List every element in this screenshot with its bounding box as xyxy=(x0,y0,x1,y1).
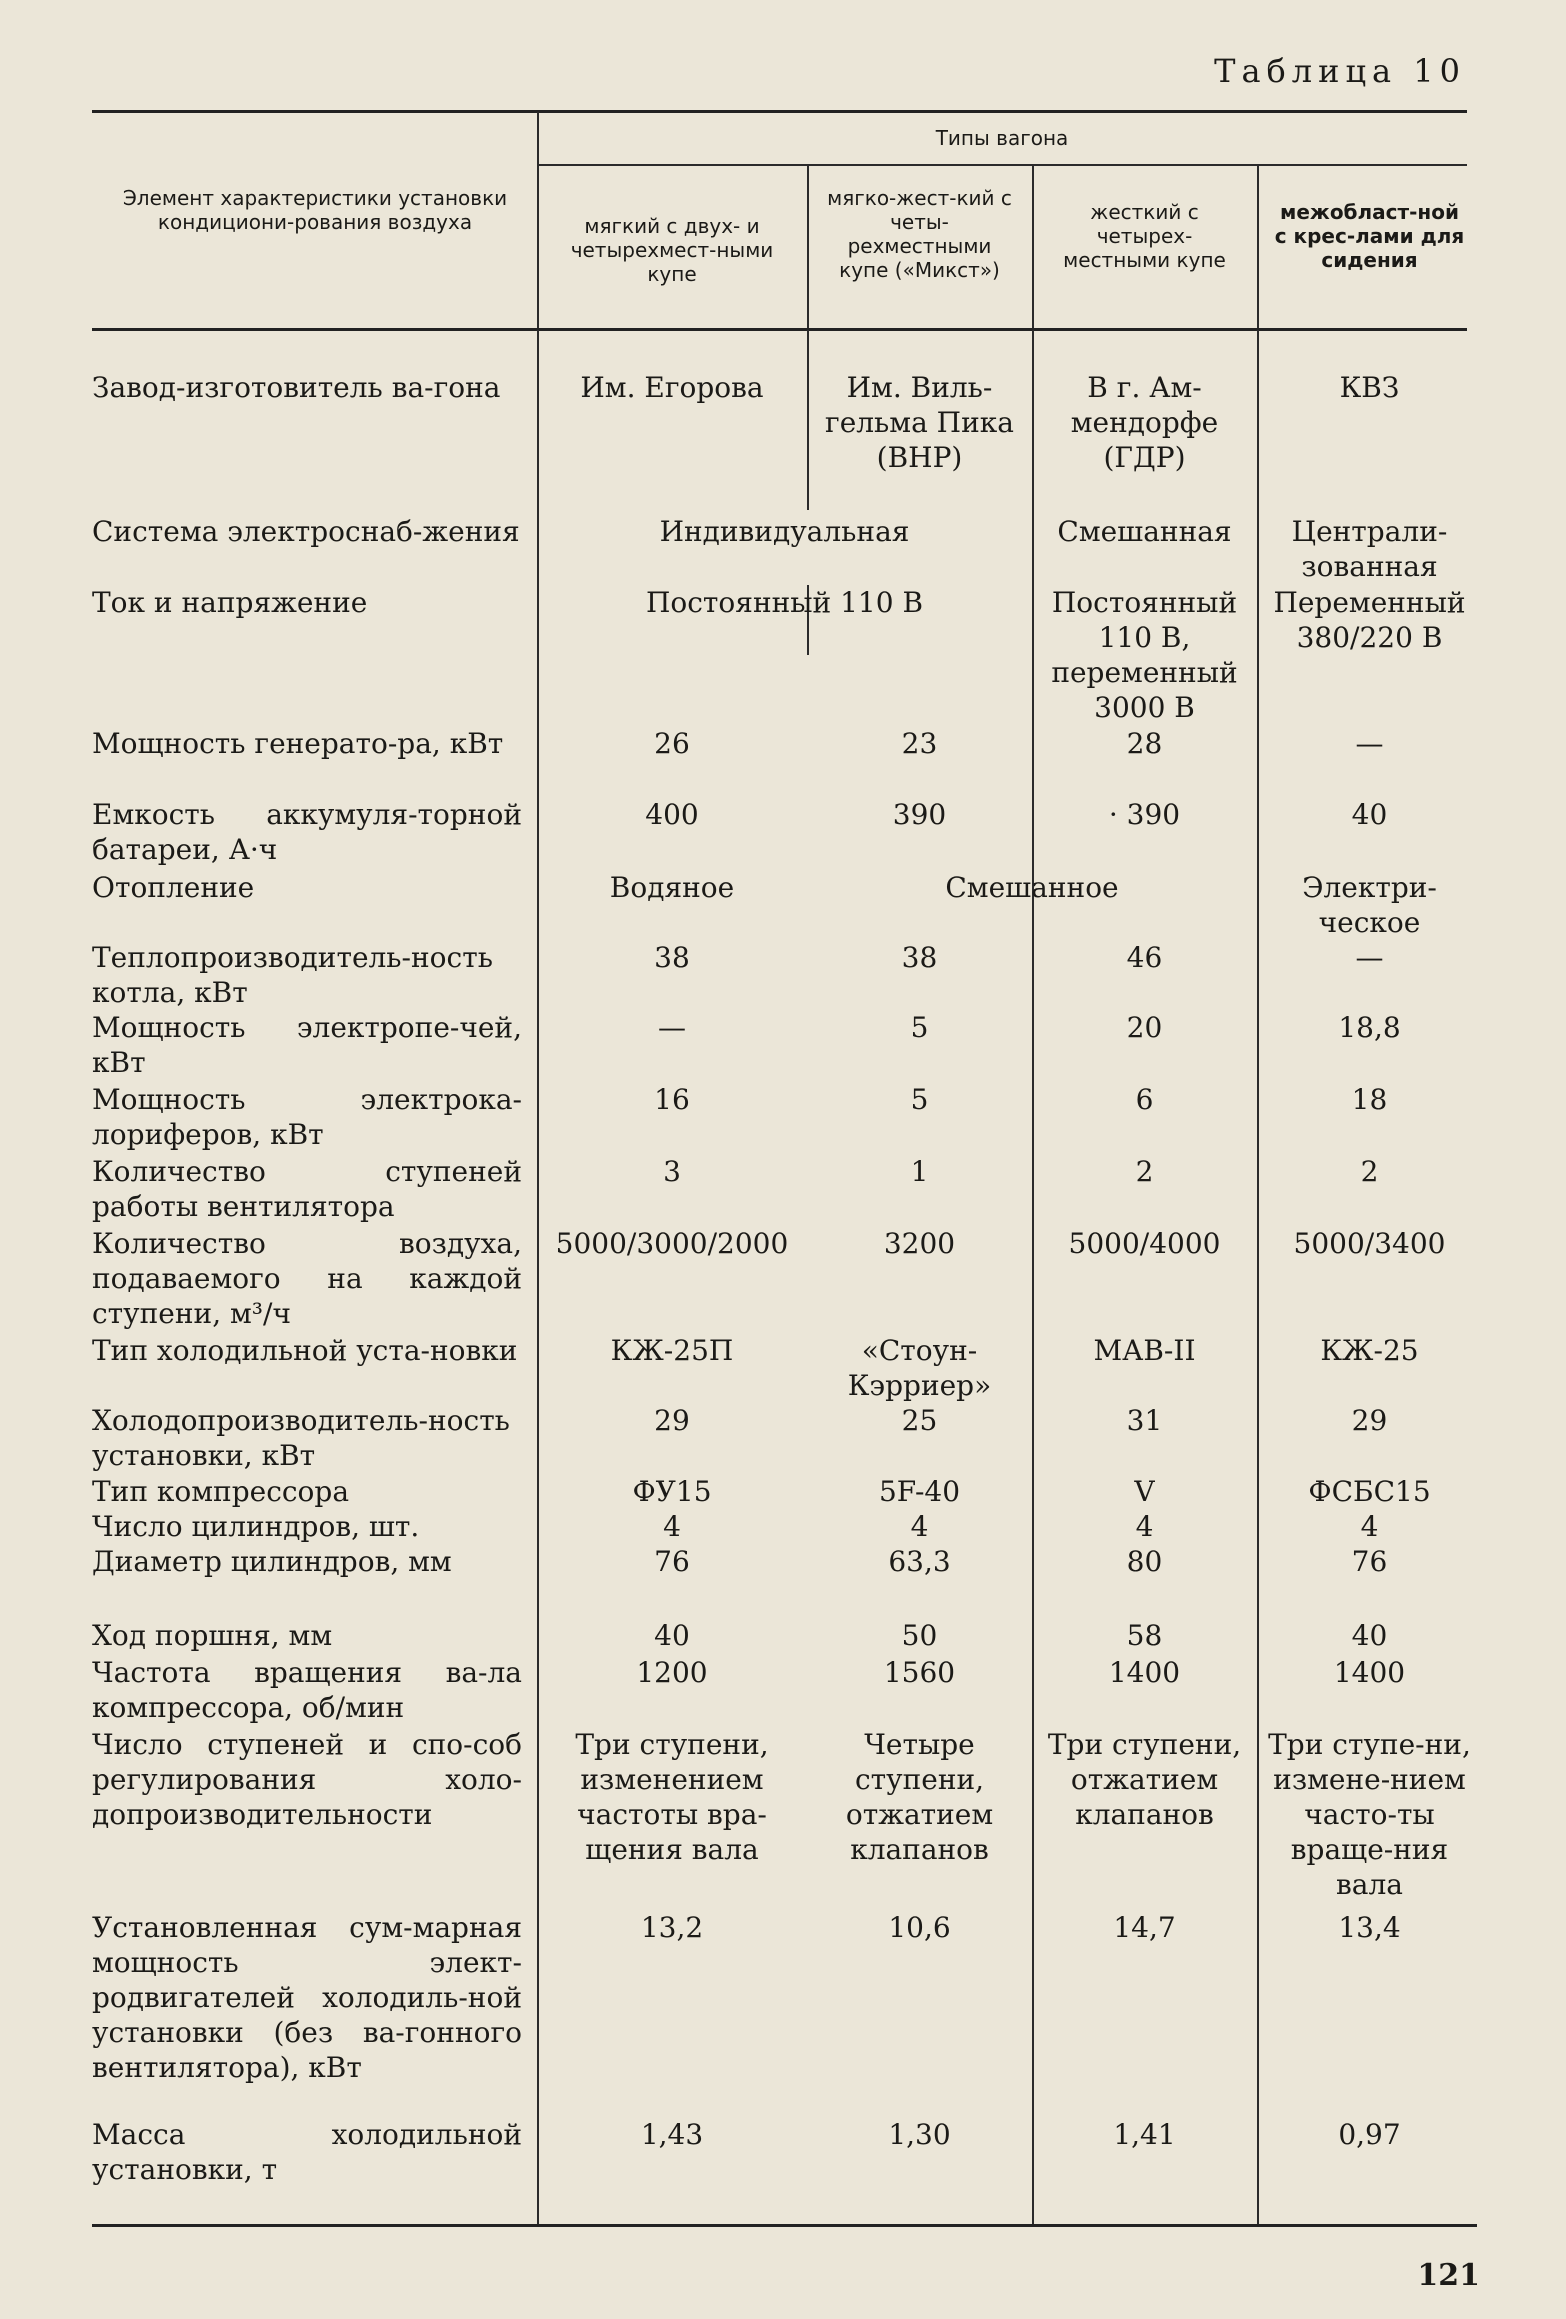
cell: 29 xyxy=(654,1404,690,1437)
header-separator xyxy=(1032,166,1034,328)
cell: 1 xyxy=(910,1155,929,1188)
row-label: Количество воздуха, подаваемого на каждой ступени, м³/ч xyxy=(92,1227,522,1330)
cell: 26 xyxy=(654,727,690,760)
column-header-mixed: мягко-жест-кий с четы-рехместными купе («Микст») xyxy=(827,186,1012,282)
cell: Электри-ческое xyxy=(1302,871,1437,939)
cell: 1,43 xyxy=(640,2118,704,2151)
cell: 1560 xyxy=(883,1656,956,1689)
top-rule xyxy=(92,110,1467,113)
row-label: Холодопроизводитель-ность установки, кВт xyxy=(92,1404,510,1472)
header-separator xyxy=(1257,166,1259,328)
cell: 38 xyxy=(654,941,690,974)
cell: 46 xyxy=(1126,941,1163,974)
cell: 13,4 xyxy=(1338,1911,1401,1944)
cell: Индивидуальная xyxy=(659,515,910,548)
cell: Четыре ступени, отжатием клапанов xyxy=(845,1728,994,1866)
row-label: Отопление xyxy=(92,871,255,904)
cell: 38 xyxy=(901,941,938,974)
cell: 18 xyxy=(1351,1083,1388,1116)
cell: Смешанная xyxy=(1057,515,1232,548)
cell: 13,2 xyxy=(640,1911,704,1944)
cell: 6 xyxy=(1135,1083,1154,1116)
cell: Водяное xyxy=(609,871,735,904)
cell: 3200 xyxy=(883,1227,956,1260)
cell: 5000/4000 xyxy=(1068,1227,1221,1260)
cell: 0,97 xyxy=(1338,2118,1401,2151)
row-label: Емкость аккумуля-торной батареи, А·ч xyxy=(92,798,522,866)
cell: 80 xyxy=(1126,1545,1163,1578)
cell: 25 xyxy=(901,1404,938,1437)
cell: 40 xyxy=(1351,798,1388,831)
cell: 5 xyxy=(910,1083,929,1116)
cell: 10,6 xyxy=(888,1911,951,1944)
cell: 50 xyxy=(901,1619,938,1652)
cell: 1,41 xyxy=(1113,2118,1176,2151)
cell: 40 xyxy=(654,1619,690,1652)
cell: 5F-40 xyxy=(878,1475,961,1508)
row-label: Ток и напряжение xyxy=(92,586,368,619)
row-label-header: Элемент характеристики установки кондициони-рования воздуха xyxy=(122,186,508,234)
column-header-soft: мягкий с двух- и четырехмест-ными купе xyxy=(570,214,774,286)
cell: 76 xyxy=(1351,1545,1388,1578)
cell: «Стоун-Кэрриер» xyxy=(847,1334,992,1402)
cell: 76 xyxy=(654,1545,690,1578)
cell: 18,8 xyxy=(1338,1011,1401,1044)
row-label: Масса холодильной установки, т xyxy=(92,2118,522,2186)
cell: V xyxy=(1134,1475,1155,1508)
page-number: 121 xyxy=(1417,2258,1480,2293)
cell: 29 xyxy=(1351,1404,1388,1437)
table-caption: Таблица 10 xyxy=(1214,52,1466,90)
cell: КЖ-25 xyxy=(1320,1334,1419,1367)
bottom-rule xyxy=(92,2224,1477,2227)
cell: — xyxy=(1355,727,1384,760)
cell: ФУ15 xyxy=(632,1475,712,1508)
cell: 20 xyxy=(1126,1011,1163,1044)
cell: 3 xyxy=(663,1155,681,1188)
column-group-header: Типы вагона xyxy=(935,126,1069,150)
cell: 1400 xyxy=(1333,1656,1406,1689)
cell: В г. Ам-мендорфе (ГДР) xyxy=(1070,371,1219,474)
cell: Три ступени, отжатием клапанов xyxy=(1047,1728,1242,1831)
row-label: Число цилиндров, шт. xyxy=(92,1510,420,1543)
row-label: Мощность генерато-ра, кВт xyxy=(92,727,504,760)
row-label: Теплопроизводитель-ность котла, кВт xyxy=(92,941,493,1009)
cell: 40 xyxy=(1351,1619,1388,1652)
cell: 1,30 xyxy=(888,2118,951,2151)
header-bottom-rule xyxy=(92,328,1467,331)
cell: 4 xyxy=(1135,1510,1154,1543)
row-label: Частота вращения ва-ла компрессора, об/мин xyxy=(92,1656,522,1724)
row-label: Мощность электрока-лориферов, кВт xyxy=(92,1083,522,1151)
cell: КЖ-25П xyxy=(610,1334,734,1367)
cell: Переменный 380/220 В xyxy=(1273,586,1466,654)
cell: Им. Егорова xyxy=(580,371,764,404)
cell: Централи-зованная xyxy=(1291,515,1448,583)
row-label: Тип холодильной уста-новки xyxy=(92,1334,518,1367)
cell: 4 xyxy=(1360,1510,1379,1543)
cell: 4 xyxy=(663,1510,681,1543)
column-header-hard: жесткий с четырех-местными купе xyxy=(1063,200,1226,272)
row-label: Диаметр цилиндров, мм xyxy=(92,1545,452,1578)
row-label: Мощность электропе-чей, кВт xyxy=(92,1011,522,1079)
header-separator xyxy=(807,166,809,328)
row-label: Установленная сум-марная мощность элект-родвигателей холодиль-ной установки (без ва-гонного вентилятора), кВт xyxy=(92,1911,522,2084)
cell: 5000/3400 xyxy=(1293,1227,1446,1260)
cell: МАВ-II xyxy=(1093,1334,1196,1367)
cell: 1200 xyxy=(636,1656,708,1689)
cell: 5 xyxy=(910,1011,929,1044)
cell: КВЗ xyxy=(1339,371,1400,404)
cell: 16 xyxy=(654,1083,690,1116)
cell: 58 xyxy=(1126,1619,1163,1652)
row-label: Число ступеней и спо-соб регулирования холо-допроизводительности xyxy=(92,1728,522,1831)
cell: Три ступе-ни, измене-нием часто-ты враще-ния вала xyxy=(1268,1728,1471,1901)
cell: 5000/3000/2000 xyxy=(555,1227,789,1260)
cell: Им. Виль-гельма Пика (ВНР) xyxy=(825,371,1014,474)
cell: 23 xyxy=(901,727,938,760)
cell: Три ступени, изменением частоты вра-щения вала xyxy=(575,1728,769,1866)
column-header-interregional: межобласт-ной с крес-лами для сидения xyxy=(1274,200,1465,272)
cell: 14,7 xyxy=(1113,1911,1176,1944)
cell: 2 xyxy=(1360,1155,1379,1188)
cell: — xyxy=(658,1011,686,1044)
cell: 31 xyxy=(1126,1404,1163,1437)
cell: 63,3 xyxy=(888,1545,951,1578)
cell: · 390 xyxy=(1108,798,1181,831)
cell: — xyxy=(1355,941,1384,974)
cell: ФСБС15 xyxy=(1308,1475,1431,1508)
row-label: Система электроснаб-жения xyxy=(92,515,520,548)
cell: 2 xyxy=(1135,1155,1154,1188)
row-label: Завод-изготовитель ва-гона xyxy=(92,371,501,404)
cell: 1400 xyxy=(1108,1656,1181,1689)
cell: 28 xyxy=(1126,727,1163,760)
cell: Постоянный 110 В, переменный 3000 В xyxy=(1051,586,1238,724)
cell: Смешанное xyxy=(945,871,1119,904)
cell: Постоянный 110 В xyxy=(645,586,924,619)
row-label: Ход поршня, мм xyxy=(92,1619,333,1652)
cell: 400 xyxy=(645,798,699,831)
row-label: Количество ступеней работы вентилятора xyxy=(92,1155,522,1223)
row-label: Тип компрессора xyxy=(92,1475,350,1508)
cell: 4 xyxy=(910,1510,929,1543)
cell: 390 xyxy=(892,798,947,831)
group-underline xyxy=(537,164,1467,166)
